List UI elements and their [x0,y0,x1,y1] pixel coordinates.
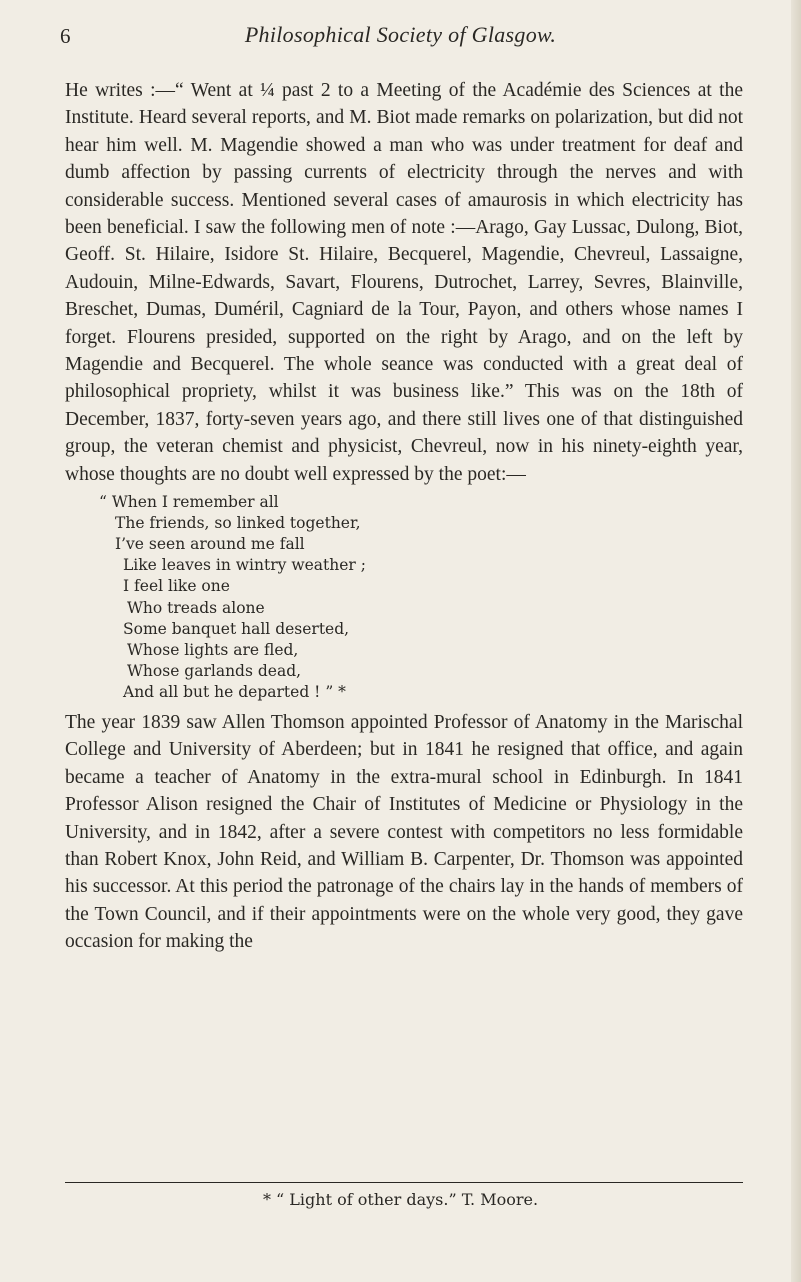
poem-line: Whose lights are fled, [127,640,299,659]
poem-quote [65,492,743,703]
paragraph-2: The year 1839 saw Allen Thomson appointed Professor of Anatomy in the Marischal College and University of Aberdeen; but in 1841 he resigned that office, and again became a teacher of Anatomy in the extra-mural school in Edinburgh. In 1841 Professor Alison resigned the Chair of Institutes of Medicine or Physiology in the University, and in 1842, after a severe contest with competitors no less formidable than Robert Knox, John Reid, and William B. Carpenter, Dr. Thomson was appointed his successor. At this period the patronage of the chairs lay in the hands of members of the Town Council, and if their appointments were on the whole very good, they gave occasion for making the [65,712,743,953]
footnote-rule [65,1182,743,1183]
poem-line: “ When I remember all [99,493,279,512]
page-edge [791,0,801,1282]
poem-line: Some banquet hall deserted, [123,619,350,638]
paragraph-1: He writes :—“ Went at ¼ past 2 to a Meeting of the Académie des Sciences at the Institute. Heard several reports, and M. Biot made remarks on polarization, but did not hear him well. M. Magendie showed a man who was under treatment for deaf and dumb affection by passing currents of electricity through the nerves and with considerable success. Mentioned several cases of amaurosis in which electricity has been beneficial. I saw the following men of note :—Arago, Gay Lussac, Dulong, Biot, Geoff. St. Hilaire, Isidore St. Hilaire, Becquerel, Magendie, Chevreul, Lassaigne, Audouin, Milne-Edwards, Savart, Flourens, Dutrochet, Larrey, Sevres, Blainville, Breschet, Dumas, Duméril, Cagniard de la Tour, Payon, and others whose names I forget. Flourens presided, supported on the right by Arago, and on the left by Magendie and Becquerel. The whole seance was conducted with a great deal of philosophical propriety, whilst it was business like.” This was on the 18th of December, 1837, forty-seven years ago, and there still lives one of that distinguished group, the veteran chemist and physicist, Chevreul, now in his ninety-eighth year, whose thoughts are no doubt well expressed by the poet:— [65,80,743,485]
poem-line: I’ve seen around me fall [115,535,305,554]
poem-line: The friends, so linked together, [115,514,361,533]
footnote: * “ Light of other days.” T. Moore. [262,1190,539,1209]
poem-line: And all but he departed ! ” * [123,682,346,701]
page-header [0,20,801,60]
running-title: Philosophical Society of Glasgow. [244,22,557,47]
poem-line: Whose garlands dead, [127,661,302,680]
page-number: 6 [60,24,71,48]
poem-line: Like leaves in wintry weather ; [123,556,366,575]
poem-line: I feel like one [123,577,230,596]
body-text [65,77,743,956]
poem-line: Who treads alone [127,598,265,617]
